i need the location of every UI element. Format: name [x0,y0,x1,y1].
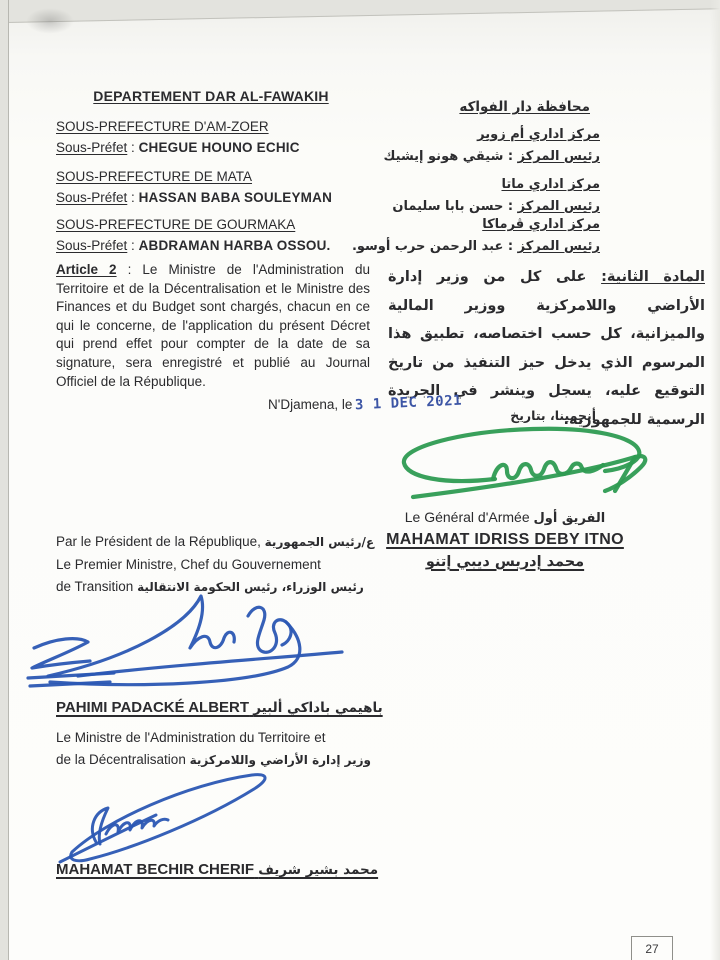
president-name: MAHAMAT IDRISS DEBY ITNO [386,531,624,548]
department-title-ar: محافظة دار الفواكه [459,99,590,115]
subprefecture-name: SOUS-PREFECTURE D'AM-ZOER [56,119,269,134]
minister-title-line1: Le Ministre de l'Administration du Territoire et [56,730,326,745]
pm-name: PAHIMI PADACKÉ ALBERT [56,699,250,716]
admin-center-entry-ar [270,174,600,218]
separator: : [503,199,518,214]
scan-smudge [26,8,74,34]
center-chief-label-ar: رئيس المركز [517,149,600,164]
president-title-ar: الفريق أول [533,511,606,526]
admin-center-entry-ar [270,124,600,168]
president-name-arabic: محمد إدريس ديبي إتنو [425,554,585,570]
minister-name-line [56,861,378,878]
admin-center-name-ar: مركز اداري أم زوير [477,127,600,142]
center-chief-name-ar: حسن بابا سليمان [392,199,504,214]
countersign-line3-fr: de Transition [56,579,134,594]
pm-name-line [56,699,383,716]
dateline-place-fr: N'Djamena, le [268,397,353,412]
article-2-fr [56,261,370,391]
admin-center-name-ar: مركز اداري ڤرماكا [482,217,600,232]
dateline-fr [268,392,463,414]
subprefect-label: Sous-Préfet [56,140,128,155]
president-title-line [368,509,642,526]
admin-center-entry-ar [270,214,600,258]
minister-title-line2-fr: de la Décentralisation [56,752,186,767]
article-label-ar: المادة الثانية: [601,269,705,285]
admin-center-name-ar: مركز اداري ماتا [501,177,600,192]
subprefect-name: ABDRAMAN HARBA OSSOU. [138,238,331,253]
page-number-box [631,936,673,960]
center-chief-label-ar: رئيس المركز [517,239,600,254]
article-text-fr: Le Ministre de l'Administration du Territoire et de la Décentralisation et le Ministre des Finances et du Budget sont chargés, chacun en ce qui le concerne, de l'application du présent Décret qui prend effet pour compter de la date de sa signature, sera enregistré et publié au Journal Officiel de la République. [56,262,371,389]
center-chief-line-ar [270,236,600,258]
article-text-ar: على كل من وزير إدارة الأراضي واللامركزية ووزير المالية والميزانية، كل حسب اختصاصه، تطبيق هذا المرسوم الذي يدخل حيز التنفيذ من تاريخ التوقيع عليه، يسجل وينشر في الجريدة الرسمية للجمهورية. [388,269,705,428]
subprefect-label: Sous-Préfet [56,190,128,205]
pm-name-arabic: باهيمي باداكي ألبير [253,700,383,716]
countersign-line3-ar: رئيس الوزراء، رئيس الحكومة الانتقالية [137,580,364,594]
center-chief-line-ar [270,146,600,168]
separator: : [127,190,139,205]
center-chief-name-ar: عبد الرحمن حرب أوسو. [351,239,504,254]
subprefect-name: CHEGUE HOUNO ECHIC [138,140,300,155]
scan-edge-top [0,0,720,23]
minister-title-arabic: وزير إدارة الأراضي واللامركزية [189,753,371,767]
countersign-line1-fr: Par le Président de la République, [56,534,261,549]
article-label-fr: Article 2 [56,262,117,277]
department-title-fr: DEPARTEMENT DAR AL-FAWAKIH [93,88,329,104]
minister-title [56,727,396,771]
subprefecture-name: SOUS-PREFECTURE DE GOURMAKA [56,217,296,232]
date-stamp: 3 1 DEC 2021 [354,392,463,414]
subprefect-name: HASSAN BABA SOULEYMAN [138,190,333,205]
separator: : [127,238,139,253]
prime-minister-signature [20,590,355,700]
center-chief-name-ar: شيقي هونو إيشيك [383,149,504,164]
separator: : [503,149,518,164]
page-number: 27 [645,942,659,956]
president-block [368,509,642,570]
separator: : [503,239,518,254]
countersign-intro [56,531,391,599]
subprefect-label: Sous-Préfet [56,238,128,253]
separator: : [127,140,139,155]
subprefecture-name: SOUS-PREFECTURE DE MATA [56,169,253,184]
president-title-fr: Le Général d'Armée [404,509,530,525]
president-signature [383,417,663,517]
scan-edge-left [0,0,9,960]
minister-signature [52,768,292,866]
minister-name-arabic: محمد بشير شريف [258,862,379,878]
countersign-line-1 [56,531,391,554]
countersign-line1-ar: ع/رئيس الجمهورية [264,535,375,549]
countersign-line-2: Le Premier Ministre, Chef du Gouvernement [56,556,321,572]
separator: : [116,262,143,277]
scan-edge-right [710,0,720,960]
dateline-ar: أنجمينا، بتاريخ [510,408,596,423]
center-chief-label-ar: رئيس المركز [517,199,600,214]
minister-name: MAHAMAT BECHIR CHERIF [56,861,255,878]
